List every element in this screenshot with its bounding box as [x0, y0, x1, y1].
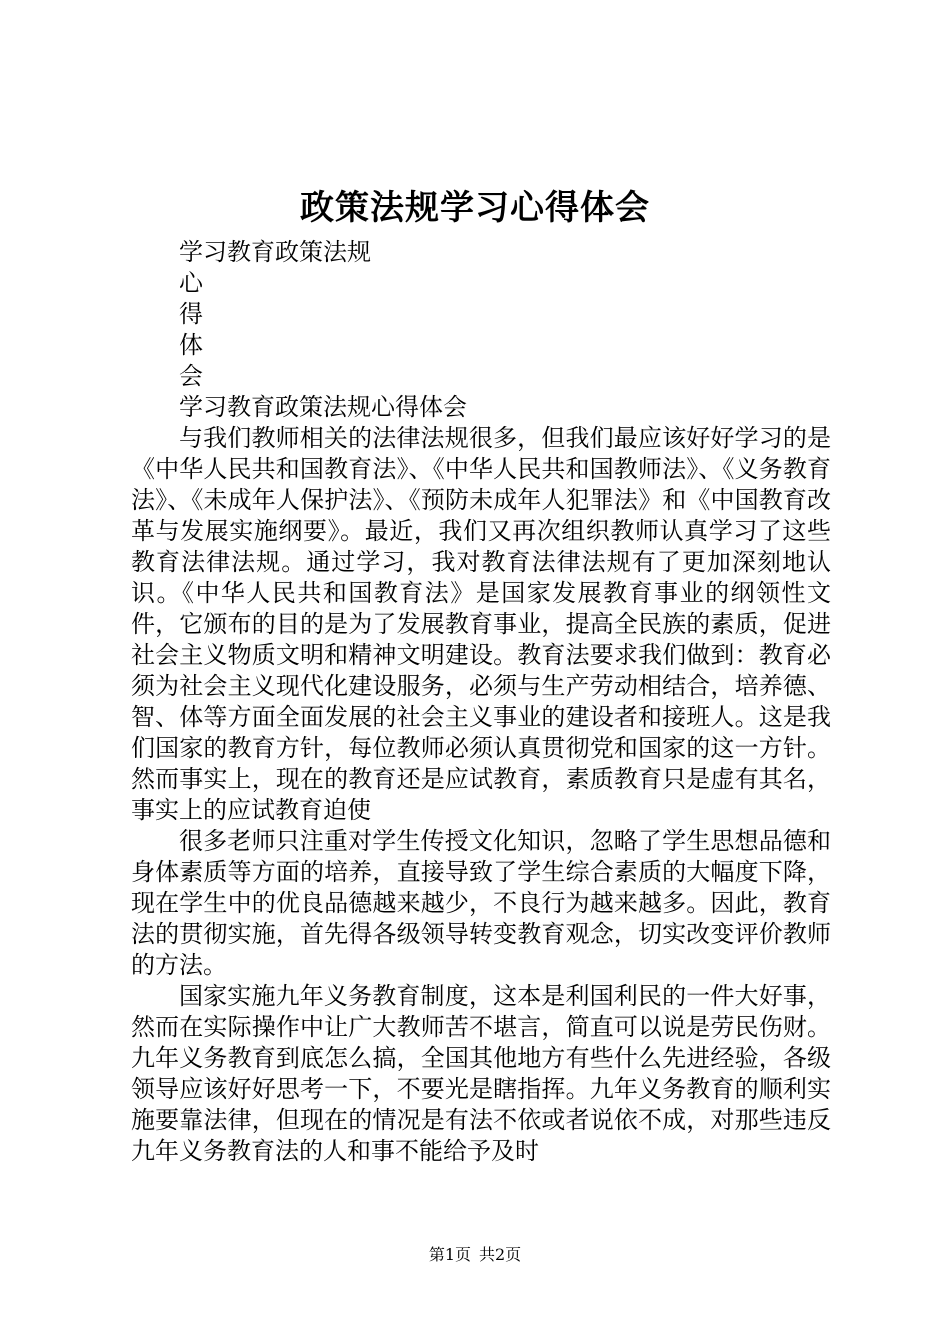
heading-line: 心: [179, 269, 203, 297]
page-number-current: 第1页: [428, 1245, 471, 1264]
heading-line: 得: [179, 300, 203, 328]
heading-line: 学习教育政策法规心得体会: [179, 393, 467, 421]
body-paragraph: 很多老师只注重对学生传授文化知识，忽略了学生思想品德和身体素质等方面的培养，直接导致了学生综合素质的大幅度下降，现在学生中的优良品德越来越少，不良行为越来越多。因此，教育法的贯彻实施，首先得各级领导转变教育观念，切实改变评价教师的方法。: [131, 827, 831, 979]
page-footer: [0, 1244, 950, 1266]
heading-line: 学习教育政策法规: [179, 238, 371, 266]
body-paragraph: 与我们教师相关的法律法规很多，但我们最应该好好学习的是《中华人民共和国教育法》、《中华人民共和国教师法》、《义务教育法》、《未成年人保护法》、《预防未成年人犯罪法》和《中国教育改革与发展实施纲要》。最近，我们又再次组织教师认真学习了这些教育法律法规。通过学习，我对教育法律法规有了更加深刻地认识。《中华人民共和国教育法》是国家发展教育事业的纲领性文件，它颁布的目的是为了发展教育事业，提高全民族的素质，促进社会主义物质文明和精神文明建设。教育法要求我们做到：教育必须为社会主义现代化建设服务，必须与生产劳动相结合，培养德、智、体等方面全面发展的社会主义事业的建设者和接班人。这是我们国家的教育方针，每位教师必须认真贯彻党和国家的这一方针。然而事实上，现在的教育还是应试教育，素质教育只是虚有其名，事实上的应试教育迫使: [131, 424, 831, 824]
document-body: [131, 237, 831, 1167]
page-number-total: 共2页: [479, 1245, 522, 1264]
heading-line: 会: [179, 362, 203, 390]
heading-line: 体: [179, 331, 203, 359]
body-paragraph: 国家实施九年义务教育制度，这本是利国利民的一件大好事，然而在实际操作中让广大教师苦不堪言，简直可以说是劳民伤财。九年义务教育到底怎么搞，全国其他地方有些什么先进经验，各级领导应该好好思考一下，不要光是瞎指挥。九年义务教育的顺利实施要靠法律，但现在的情况是有法不依或者说依不成，对那些违反九年义务教育法的人和事不能给予及时: [131, 982, 831, 1165]
document-title: 政策法规学习心得体会: [300, 188, 650, 228]
